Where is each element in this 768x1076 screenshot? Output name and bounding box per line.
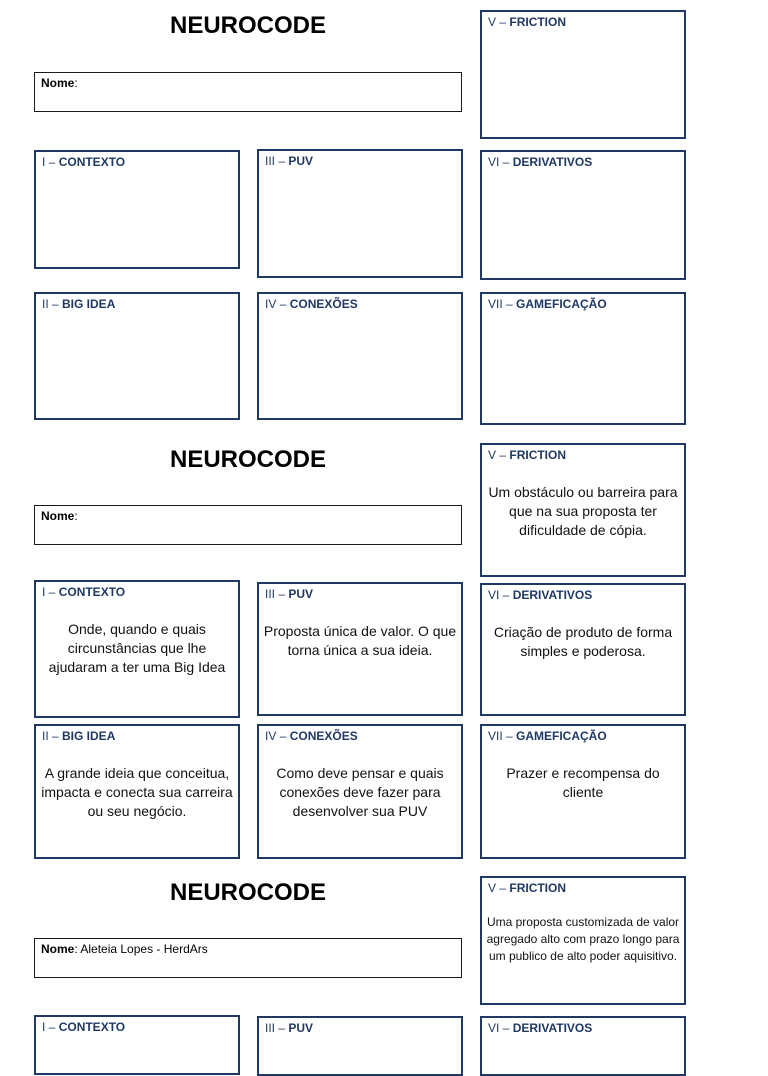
card-number: IV – <box>265 297 290 311</box>
card-title: FRICTION <box>509 448 567 462</box>
card-title: BIG IDEA <box>62 297 116 311</box>
card-header <box>265 729 358 743</box>
card-number: III – <box>265 1021 289 1035</box>
card-header <box>488 881 566 895</box>
card-title: CONTEXTO <box>58 1020 126 1034</box>
name-colon: : <box>74 509 78 523</box>
card-description: Prazer e recompensa do cliente <box>506 765 660 800</box>
card-number: I – <box>42 1020 59 1034</box>
card-number: II – <box>42 297 63 311</box>
name-field[interactable] <box>34 505 462 545</box>
card-header <box>42 585 125 599</box>
card-number: I – <box>42 585 59 599</box>
card-number: V – <box>488 15 510 29</box>
card-title: DERIVATIVOS <box>512 155 593 169</box>
card-title: FRICTION <box>509 15 567 29</box>
card-friction <box>480 876 686 1005</box>
card-description: A grande ideia que conceitua, impacta e conecta sua carreira ou seu negócio. <box>41 765 233 819</box>
card-derivativos <box>480 1016 686 1076</box>
name-field[interactable] <box>34 72 462 112</box>
card-title: DERIVATIVOS <box>512 588 593 602</box>
sheet-title: NEUROCODE <box>169 879 326 906</box>
card-description: Uma proposta customizada de valor agregado alto com prazo longo para um publico de alto poder aquisitivo. <box>486 915 680 963</box>
name-value: : Aleteia Lopes - HerdArs <box>74 942 208 956</box>
sheet-title: NEUROCODE <box>169 446 326 473</box>
name-label: Nome <box>41 942 75 956</box>
card-number: I – <box>42 155 59 169</box>
card-derivativos <box>480 583 686 716</box>
card-number: III – <box>265 154 289 168</box>
card-title: PUV <box>288 1021 314 1035</box>
card-header <box>42 155 125 169</box>
card-gamificacao <box>480 724 686 859</box>
card-title: PUV <box>288 154 314 168</box>
card-description: Como deve pensar e quais conexões deve fazer para desenvolver sua PUV <box>276 765 444 819</box>
card-title: GAMEFICAÇÃO <box>516 729 607 743</box>
card-puv <box>257 582 463 716</box>
card-header <box>488 729 607 743</box>
card-number: VI – <box>488 588 513 602</box>
card-number: III – <box>265 587 289 601</box>
name-label: Nome <box>41 509 75 523</box>
card-title: DERIVATIVOS <box>512 1021 593 1035</box>
card-header <box>488 297 607 311</box>
card-title: CONEXÕES <box>289 729 358 743</box>
card-header <box>488 1021 592 1035</box>
card-conexoes <box>257 292 463 420</box>
card-title: FRICTION <box>509 881 567 895</box>
card-header <box>488 448 566 462</box>
card-title: GAMEFICAÇÃO <box>516 297 607 311</box>
card-title: PUV <box>288 587 314 601</box>
card-number: II – <box>42 729 63 743</box>
card-derivativos <box>480 150 686 280</box>
card-header <box>265 1021 313 1035</box>
sheet-title: NEUROCODE <box>169 12 326 39</box>
card-friction <box>480 10 686 139</box>
card-contexto <box>34 580 240 718</box>
card-header <box>42 297 115 311</box>
card-header <box>488 155 592 169</box>
name-colon: : <box>74 76 78 90</box>
card-description: Um obstáculo ou barreira para que na sua proposta ter dificuldade de cópia. <box>488 484 678 538</box>
name-label: Nome <box>41 76 75 90</box>
card-friction <box>480 443 686 577</box>
card-number: VII – <box>488 729 517 743</box>
card-header <box>265 297 358 311</box>
card-number: V – <box>488 881 510 895</box>
card-header <box>265 587 313 601</box>
card-header <box>265 154 313 168</box>
card-title: BIG IDEA <box>62 729 116 743</box>
card-header <box>488 588 592 602</box>
card-number: VI – <box>488 155 513 169</box>
card-title: CONTEXTO <box>58 155 126 169</box>
card-number: IV – <box>265 729 290 743</box>
card-header <box>488 15 566 29</box>
card-number: VI – <box>488 1021 513 1035</box>
card-number: VII – <box>488 297 517 311</box>
card-big-idea <box>34 724 240 859</box>
card-conexoes <box>257 724 463 859</box>
card-contexto <box>34 150 240 269</box>
card-contexto <box>34 1015 240 1075</box>
card-gamificacao <box>480 292 686 425</box>
card-big-idea <box>34 292 240 420</box>
card-puv <box>257 149 463 278</box>
card-description: Criação de produto de forma simples e poderosa. <box>493 624 673 659</box>
card-description: Proposta única de valor. O que torna única a sua ideia. <box>263 623 457 658</box>
card-description: Onde, quando e quais circunstâncias que lhe ajudaram a ter uma Big Idea <box>48 621 226 675</box>
card-header <box>42 729 115 743</box>
card-title: CONTEXTO <box>58 585 126 599</box>
card-title: CONEXÕES <box>289 297 358 311</box>
name-field[interactable] <box>34 938 462 978</box>
card-header <box>42 1020 125 1034</box>
card-number: V – <box>488 448 510 462</box>
card-puv <box>257 1016 463 1076</box>
